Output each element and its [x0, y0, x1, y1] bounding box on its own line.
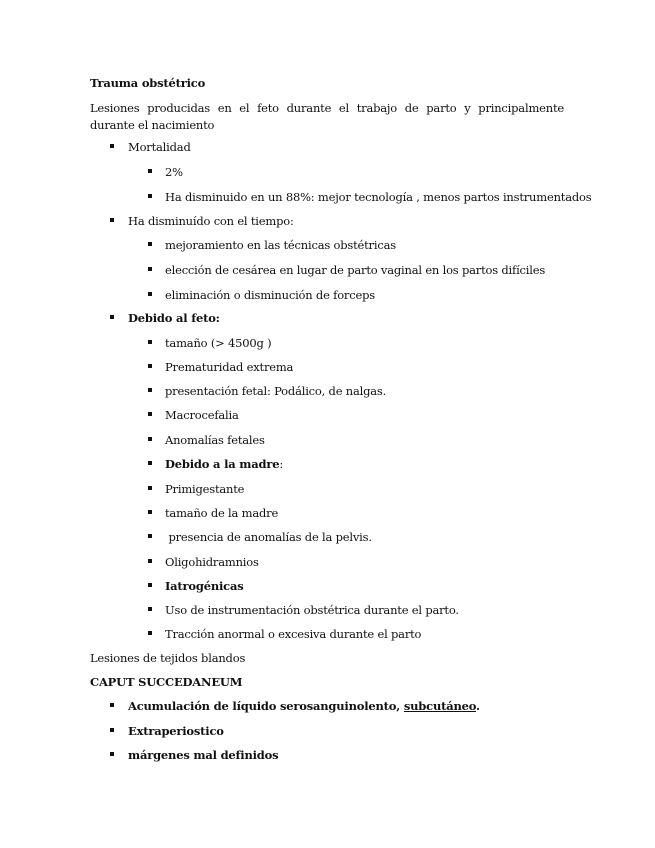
list-item: márgenes mal definidos: [110, 748, 278, 762]
list-item: 2%: [148, 165, 183, 179]
list-item: Anomalías fetales: [148, 433, 265, 447]
list-item: Acumulación de líquido serosanguinolento, subcutáneo.: [110, 699, 480, 713]
intro-paragraph: Lesiones producidas en el feto durante el trabajo de parto y principalmente durante el nacimiento: [90, 101, 564, 132]
section-heading-caput: CAPUT SUCCEDANEUM: [90, 675, 243, 689]
square-bullet-icon: [148, 607, 152, 611]
square-bullet-icon: [110, 315, 114, 319]
square-bullet-icon: [148, 559, 152, 563]
square-bullet-icon: [148, 412, 152, 416]
list-item: Macrocefalia: [148, 408, 239, 422]
square-bullet-icon: [148, 486, 152, 490]
square-bullet-icon: [148, 340, 152, 344]
square-bullet-icon: [148, 267, 152, 271]
square-bullet-icon: [110, 703, 114, 707]
list-item: Extraperiostico: [110, 724, 224, 738]
square-bullet-icon: [148, 364, 152, 368]
square-bullet-icon: [148, 194, 152, 198]
square-bullet-icon: [148, 292, 152, 296]
square-bullet-icon: [148, 461, 152, 465]
square-bullet-icon: [110, 728, 114, 732]
list-item-iatrogenicas: Iatrogénicas: [148, 579, 244, 593]
square-bullet-icon: [110, 752, 114, 756]
list-item: elección de cesárea en lugar de parto vaginal en los partos difíciles: [148, 263, 545, 277]
list-item: Ha disminuido en un 88%: mejor tecnología , menos partos instrumentados: [148, 190, 591, 204]
list-item: Prematuridad extrema: [148, 360, 293, 374]
list-item: mejoramiento en las técnicas obstétricas: [148, 238, 396, 252]
list-item-debido-al-feto: Debido al feto:: [110, 311, 220, 325]
square-bullet-icon: [148, 631, 152, 635]
list-item: Oligohidramnios: [148, 555, 259, 569]
list-item: Primigestante: [148, 482, 244, 496]
list-item: tamaño (> 4500g ): [148, 336, 271, 350]
square-bullet-icon: [110, 144, 114, 148]
square-bullet-icon: [148, 242, 152, 246]
list-item: tamaño de la madre: [148, 506, 278, 520]
square-bullet-icon: [110, 218, 114, 222]
square-bullet-icon: [148, 169, 152, 173]
list-item-mortalidad: Mortalidad: [110, 140, 191, 154]
square-bullet-icon: [148, 583, 152, 587]
list-item-disminuido: Ha disminuído con el tiempo:: [110, 214, 294, 228]
list-item: presentación fetal: Podálico, de nalgas.: [148, 384, 386, 398]
section-text-tejidos-blandos: Lesiones de tejidos blandos: [90, 651, 246, 665]
list-item: presencia de anomalías de la pelvis.: [148, 530, 372, 544]
square-bullet-icon: [148, 510, 152, 514]
list-item-debido-a-la-madre: Debido a la madre:: [148, 457, 283, 471]
document-title: Trauma obstétrico: [90, 76, 206, 90]
square-bullet-icon: [148, 388, 152, 392]
list-item: Uso de instrumentación obstétrica durante el parto.: [148, 603, 459, 617]
square-bullet-icon: [148, 437, 152, 441]
square-bullet-icon: [148, 534, 152, 538]
list-item: eliminación o disminución de forceps: [148, 288, 375, 302]
list-item: Tracción anormal o excesiva durante el parto: [148, 627, 421, 641]
